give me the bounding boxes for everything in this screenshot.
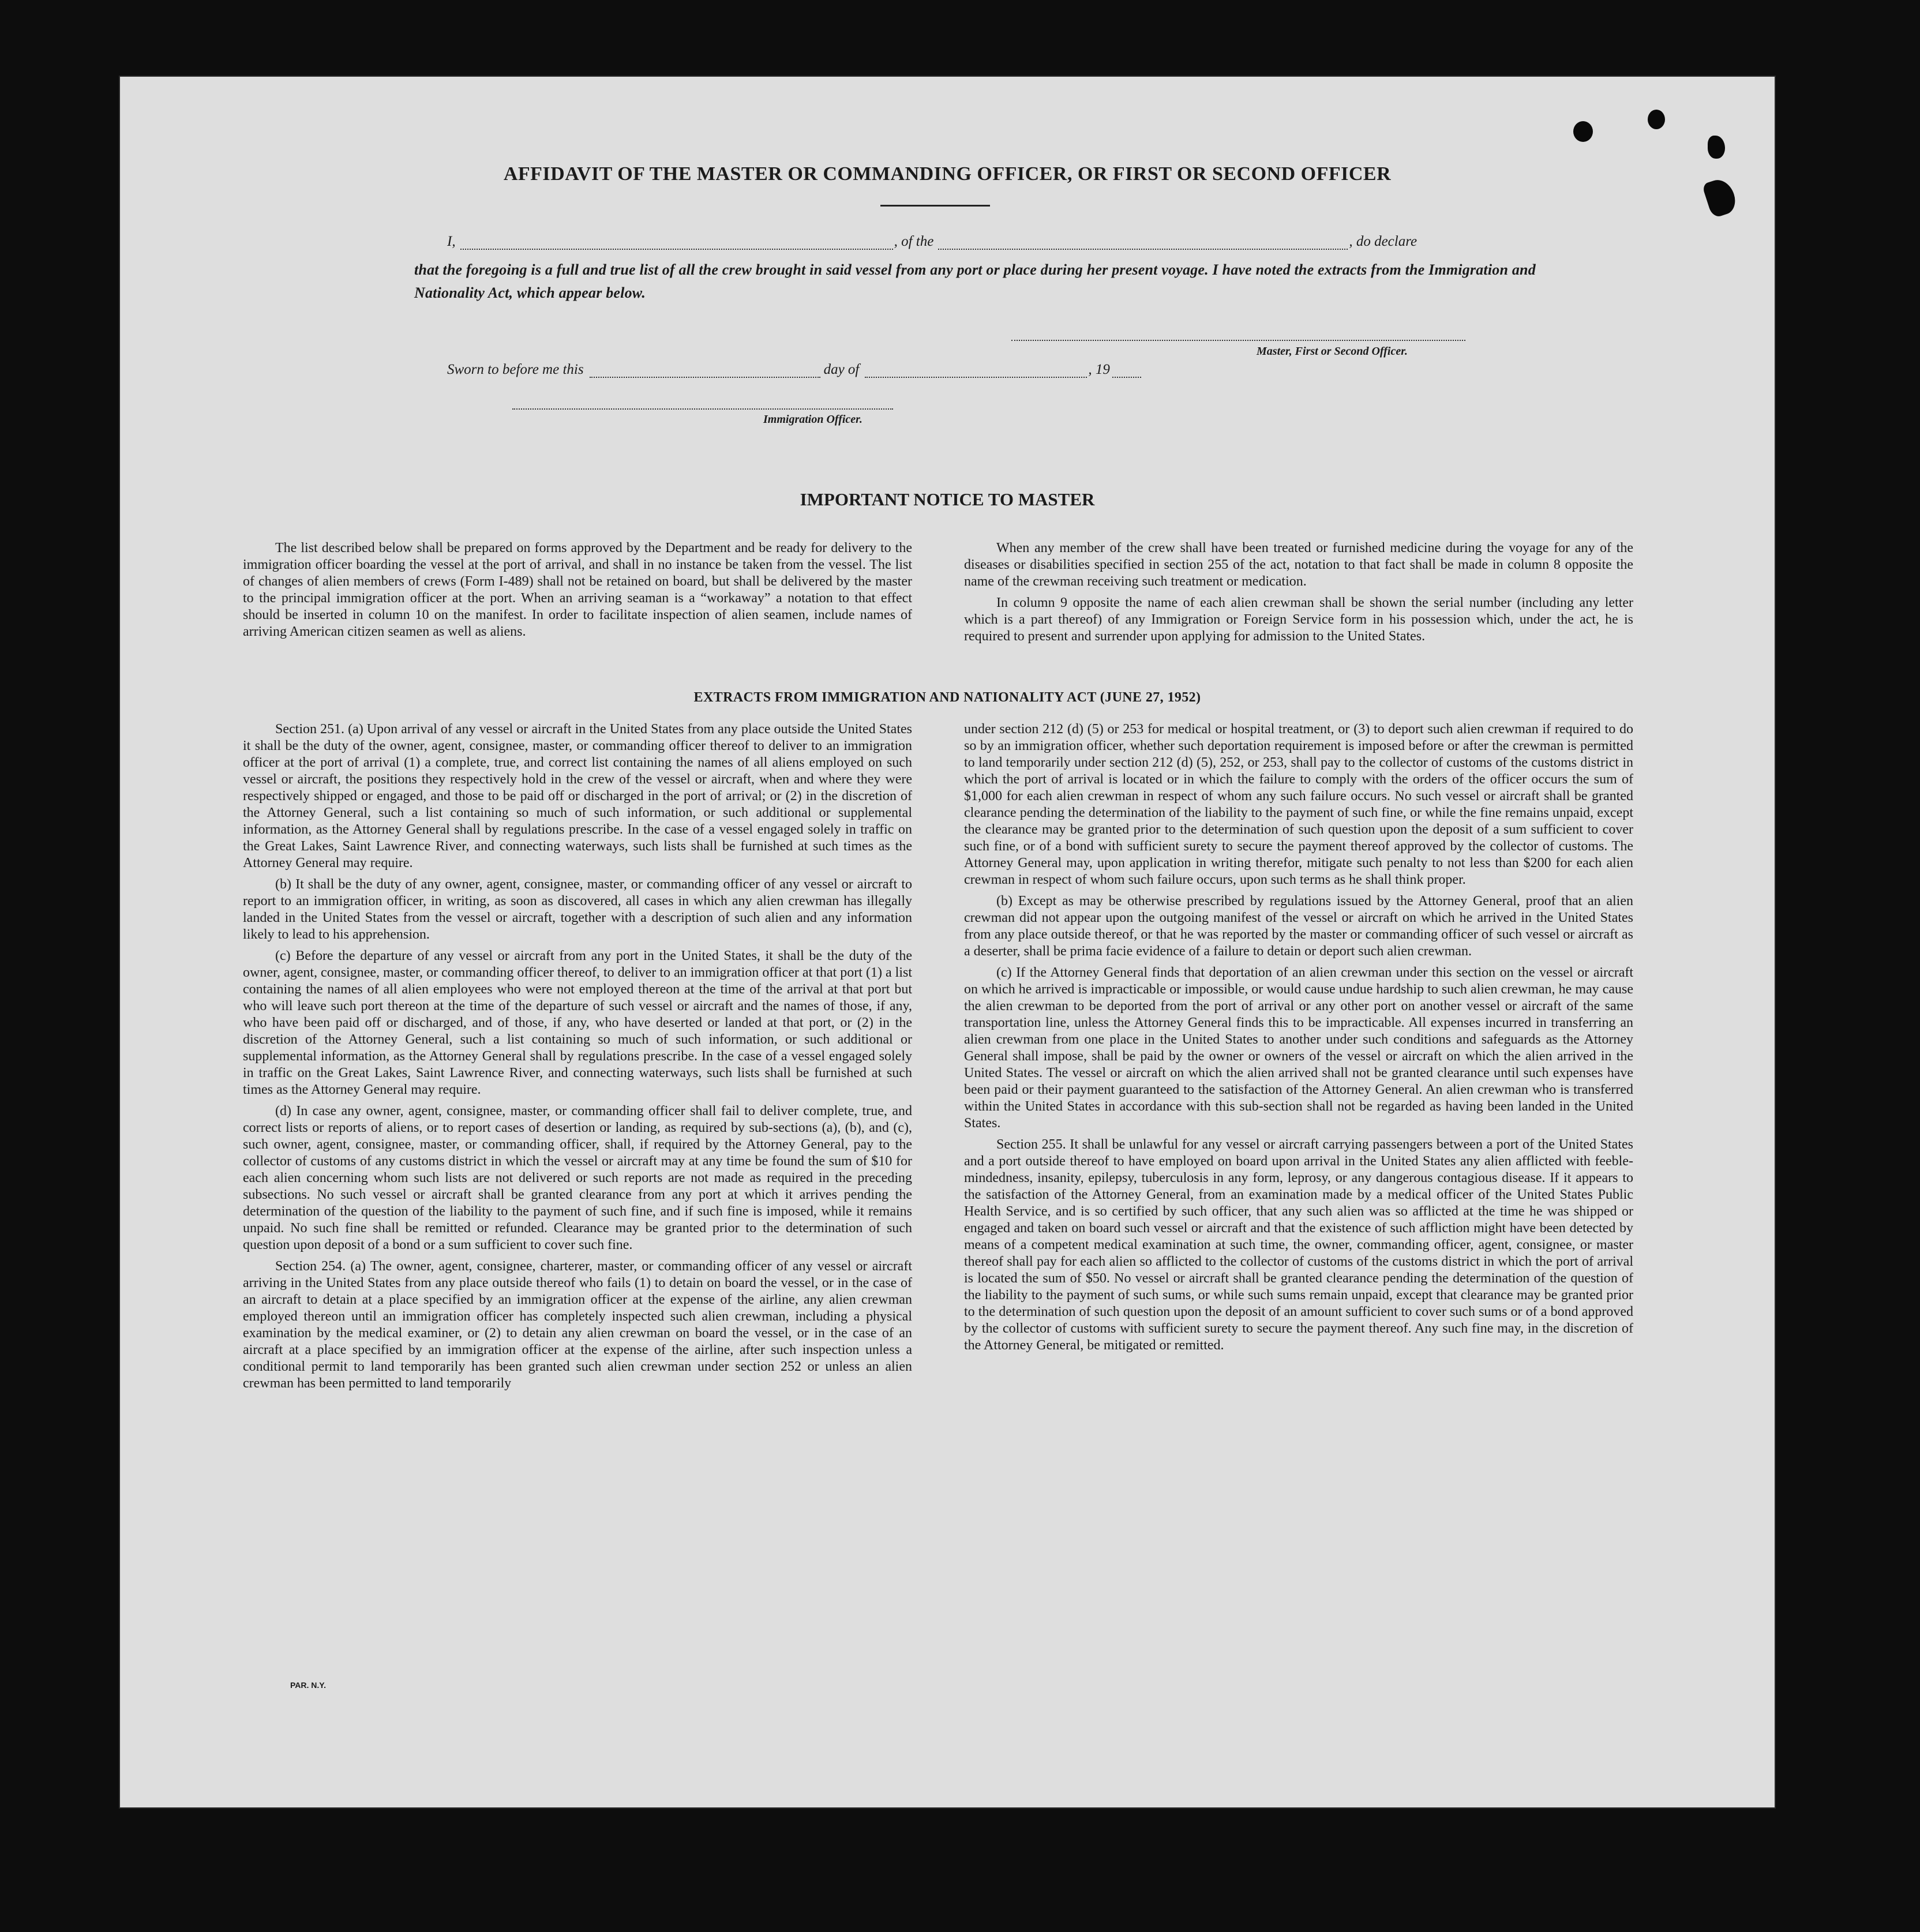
sworn-prefix-label: Sworn to before me this	[447, 362, 584, 377]
section-254-a-continued: under section 212 (d) (5) or 253 for medical or hospital treatment, or (3) to deport such alien crewman if required to do so by an immigration officer, whether such deportation requirement is imposed before or after the crewman is permitted to land temporarily under section 212 (d) (5), 252, or 253, shall pay to the collector of customs of the customs district in which the port of arrival is located or in which the failure to comply with the orders of the officer occurs the sum of $1,000 for each alien crewman in respect of whom any such failure occurs. No such vessel or aircraft shall be granted clearance pending the determination of the liability to the payment of such fine, or while the fine remains unpaid, except the clearance may be granted prior to the determination of such question upon the deposit of a sum sufficient to cover such fine, or of a bond with sufficient surety to secure the payment thereof approved by the collector of customs. The Attorney General may, upon application in writing therefor, mitigate such penalty to not less than $200 for each alien crewman in respect of whom such failure occurs, upon such terms as he shall think proper.	[964, 722, 1633, 887]
sworn-year-blank	[1112, 374, 1141, 378]
declaration-line	[447, 234, 1587, 250]
immigration-officer-signature-line	[512, 408, 893, 410]
section-251-b: (b) It shall be the duty of any owner, agent, consignee, master, or commanding officer of any vessel or aircraft to report to an immigration officer, in writing, as soon as discovered, all cases in which any alien crewman has illegally landed in the United States from the vessel or aircraft, together with a description of such alien and any information likely to lead to his apprehension.	[243, 877, 912, 942]
immigration-officer-label: Immigration Officer.	[763, 413, 862, 426]
section-254-c: (c) If the Attorney General finds that deportation of an alien crewman under this section on the vessel or aircraft on which he arrived is impracticable or impossible, or would cause undue hardship to such alien crewman, he may cause the alien crewman to be deported from the port of arrival or any other port on another vessel or aircraft of the same transportation line, unless the Attorney General finds this to be impracticable. All expenses incurred in transferring an alien crewman from one place in the United States to another under such conditions and safeguards as the Attorney General shall impose, shall be paid by the owner or owners of the vessel or aircraft on which the alien arrived in the United States. The vessel or aircraft on which the alien arrived shall not be granted clearance until such expenses have been paid or their payment guaranteed to the satisfaction of the Attorney General. An alien crewman who is transferred within the United States in accordance with this sub-section shall not be regarded as having been landed in the United States.	[964, 965, 1633, 1131]
ink-blot-mark	[1573, 121, 1593, 142]
section-251-a: Section 251. (a) Upon arrival of any vessel or aircraft in the United States from any place outside the United States it shall be the duty of the owner, agent, consignee, master, or commanding officer thereof to deliver to an immigration officer at the port of arrival (1) a complete, true, and correct list containing the names of all aliens employed on such vessel or aircraft, the positions they respectively hold in the crew of the vessel or aircraft, when and where they were respectively shipped or engaged, and those to be paid off or discharged in the port of arrival; or (2) in the discretion of the Attorney General, such a list containing so much of such information, or such additional or supplemental information, as the Attorney General shall by regulations prescribe. In the case of a vessel engaged solely in traffic on the Great Lakes, Saint Lawrence River, and connecting waterways, such lists shall be furnished at such times as the Attorney General may require.	[243, 722, 912, 871]
notice-right-column	[964, 540, 1633, 650]
sworn-year-label: , 19	[1088, 362, 1110, 377]
affidavit-statement: that the foregoing is a full and true list of all the crew brought in said vessel from any port or place during her present voyage. I have noted the extracts from the Immigration and Nationality Act, which appear below.	[414, 261, 1536, 301]
section-251-c: (c) Before the departure of any vessel or aircraft from any port in the United States, it shall be the duty of the owner, agent, consignee, master, or commanding officer thereof, to deliver to an immigration officer at that port (1) a list containing the names of all alien employees who were not employed thereon at the time of the arrival at that port but who will leave such port thereon at the time of the departure of such vessel or aircraft and the names of those, if any, who have been paid off or discharged, and of those, if any, who have deserted or landed at that port, or (2) in the discretion of the Attorney General, such a list containing so much of such information, or such additional or supplemental information, as the Attorney General shall by regulations prescribe. In the case of a vessel engaged solely in traffic on the Great Lakes, Saint Lawrence River, and connecting waterways, such lists shall be furnished at such times as the Attorney General may require.	[243, 948, 912, 1097]
declare-of-label: , of the	[894, 234, 934, 249]
vessel-blank	[938, 246, 1348, 250]
notice-paragraph: When any member of the crew shall have been treated or furnished medicine during the voyage for any of the diseases or disabilities specified in section 255 of the act, notation to that fact shall be made in column 8 opposite the name of the crewman receiving such treatment or medication.	[964, 541, 1633, 589]
section-254-b: (b) Except as may be otherwise prescribed by regulations issued by the Attorney General, proof that an alien crewman did not appear upon the outgoing manifest of the vessel or aircraft on which he arrived in the United States from any place outside thereof, or that he was reported by the master or commanding officer of such vessel or aircraft as a deserter, shall be prima facie evidence of a failure to detain or deport such alien crewman.	[964, 894, 1633, 959]
ink-blot-mark	[1648, 110, 1665, 129]
extracts-title: EXTRACTS FROM IMMIGRATION AND NATIONALITY ACT (JUNE 27, 1952)	[693, 690, 1201, 705]
master-signature-line	[1011, 340, 1465, 341]
section-255: Section 255. It shall be unlawful for any vessel or aircraft carrying passengers between a port of the United States and a port outside thereof to have employed on board upon arrival in the United States any alien afflicted with feeble-mindedness, insanity, epilepsy, tuberculosis in any form, leprosy, or any dangerous contagious disease. If it appears to the satisfaction of the Attorney General, from an examination made by a medical officer of the United States Public Health Service, and is so certified by such officer, that any such alien was so afflicted at the time he was shipped or engaged and taken on board such vessel or aircraft and that the existence of such affliction might have been detected by means of a competent medical examination at such time, the owner, commanding officer, agent, consignee, or master thereof shall pay for each alien so afflicted to the collector of customs of the customs district in which the port of arrival is located the sum of $50. No vessel or aircraft shall be granted clearance pending the determination of the question of the liability to the payment of such sums, or while such sums remain unpaid, except that clearance may be granted prior to the determination of such question upon the deposit of an amount sufficient to cover such sums or of a bond approved by the collector of customs with sufficient surety to secure the payment thereof. Any such fine may, in the discretion of the Attorney General, be mitigated or remitted.	[964, 1137, 1633, 1353]
affidavit-title: AFFIDAVIT OF THE MASTER OR COMMANDING OFFICER, OR FIRST OR SECOND OFFICER	[503, 163, 1392, 185]
notice-left-column	[243, 540, 912, 645]
sworn-month-blank	[865, 374, 1087, 378]
section-251-d: (d) In case any owner, agent, consignee, master, or commanding officer shall fail to deliver complete, true, and correct lists or reports of aliens, or to report cases of desertion or landing, as required by sub-sections (a), (b), and (c), such owner, agent, consignee, master, or commanding officer, shall, if required by the Attorney General, pay to the collector of customs of any customs district in which the vessel or aircraft may at any time be found the sum of $10 for each alien concerning whom such lists are not delivered or such reports are not made as required in the preceding subsections. No such vessel or aircraft shall be granted clearance from any port at which it arrives pending the determination of the question of the liability to the payment of such fine, and if such fine is imposed, while it remains unpaid. No such fine shall be remitted or refunded. Clearance may be granted prior to the determination of such question upon deposit of a bond or a sum sufficient to cover such fine.	[243, 1104, 912, 1252]
extracts-right-column	[964, 721, 1633, 1359]
sworn-day-label: day of	[823, 362, 860, 377]
sworn-line	[447, 362, 1336, 378]
declare-end-label: , do declare	[1349, 234, 1417, 249]
name-blank	[460, 246, 893, 250]
ink-blot-mark	[1708, 136, 1725, 159]
section-254-a: Section 254. (a) The owner, agent, consignee, charterer, master, or commanding officer of any vessel or aircraft arriving in the United States from any place outside thereof who fails (1) to detain on board the vessel, or in the case of an aircraft to detain at a place specified by an immigration officer at the expense of the airline, any alien crewman employed thereon until an immigration officer has completely inspected such alien crewman, including a physical examination by the medical examiner, or (2) to detain any alien crewman on board the vessel, or in the case of an aircraft at a place specified by an immigration officer at the expense of the airline, after such inspection unless a conditional permit to land temporarily has been granted such alien crewman under section 252 or unless an alien crewman has been permitted to land temporarily	[243, 1259, 912, 1391]
declare-i-label: I,	[447, 234, 456, 249]
master-signature-label: Master, First or Second Officer.	[1257, 345, 1408, 358]
notice-paragraph: In column 9 opposite the name of each alien crewman shall be shown the serial number (including any letter which is a part thereof) of any Immigration or Foreign Service form in his possession which, under the act, he is required to present and surrender upon applying for admission to the United States.	[964, 595, 1633, 644]
title-underline	[880, 205, 990, 207]
printer-mark: PAR. N.Y.	[290, 1680, 326, 1690]
notice-paragraph: The list described below shall be prepared on forms approved by the Department and be ready for delivery to the immigration officer boarding the vessel at the port of arrival, and shall in no instance be taken from the vessel. The list of changes of alien members of crews (Form I-489) shall not be retained on board, but shall be delivered by the master to the principal immigration officer at the port. When an arriving seaman is a “workaway” a notation to that effect should be inserted in column 10 on the manifest. In order to facilitate inspection of alien seamen, include names of arriving American citizen seamen as well as aliens.	[243, 541, 912, 639]
sworn-date-blank	[590, 374, 820, 378]
extracts-left-column	[243, 721, 912, 1397]
document-page	[120, 77, 1775, 1807]
notice-title: IMPORTANT NOTICE TO MASTER	[800, 489, 1095, 509]
